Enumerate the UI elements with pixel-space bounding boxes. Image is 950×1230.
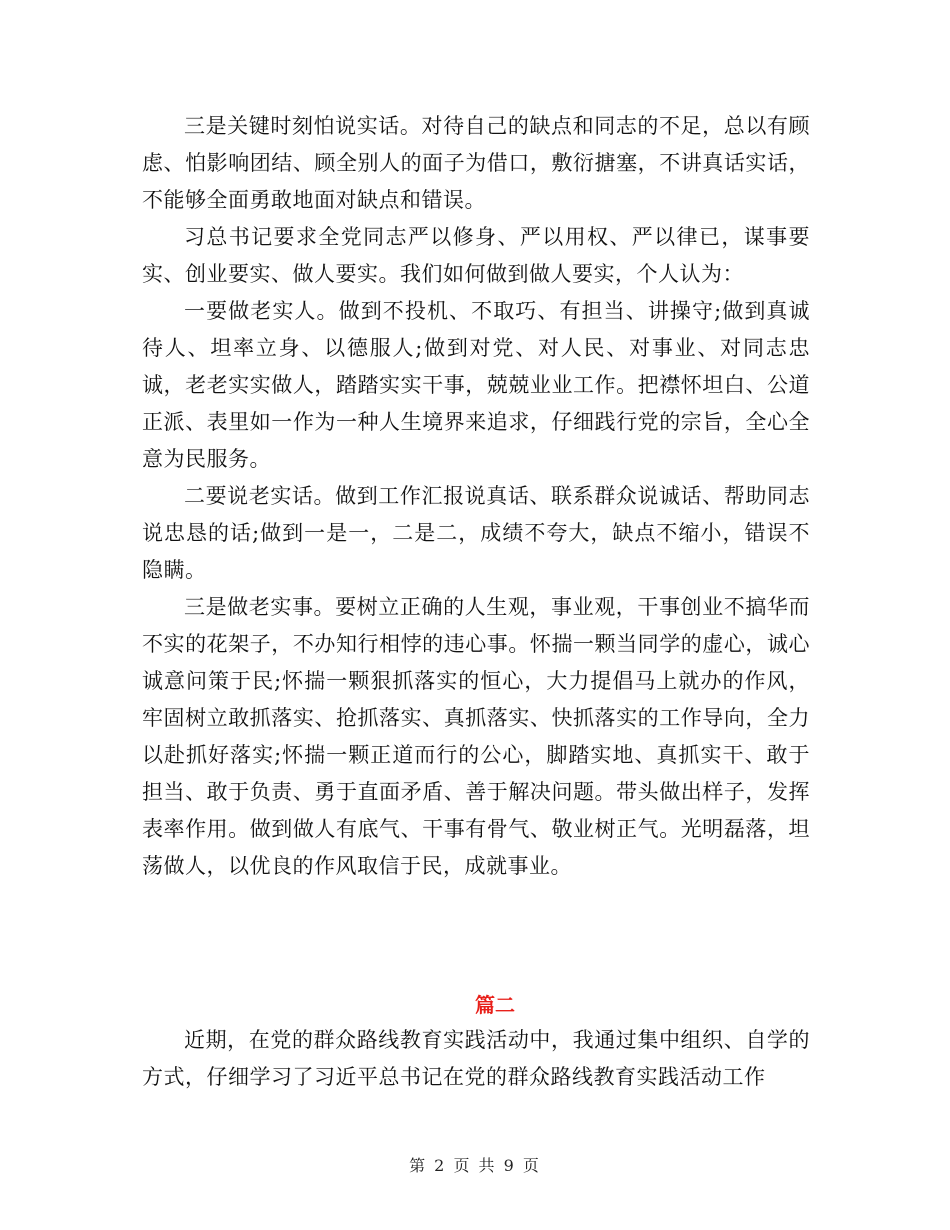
section-two-body: [142, 1022, 810, 1096]
section-two-paragraph: 近期，在党的群众路线教育实践活动中，我通过集中组织、自学的方式，仔细学习了习近平总书记在党的群众路线教育实践活动工作: [142, 1028, 810, 1089]
paragraph-3: 一要做老实人。做到不投机、不取巧、有担当、讲操守;做到真诚待人、坦率立身、以德服人;做到对党、对人民、对事业、对同志忠诚，老老实实做人，踏踏实实干事，兢兢业业工作。把襟怀坦白、公道正派、表里如一作为一种人生境界来追求，仔细践行党的宗旨，全心全意为民服务。: [142, 299, 810, 471]
paragraph-2: 习总书记要求全党同志严以修身、严以用权、严以律已，谋事要实、创业要实、做人要实。我们如何做到做人要实，个人认为：: [142, 225, 810, 286]
paragraph-4: 二要说老实话。做到工作汇报说真话、联系群众说诚话、帮助同志说忠恳的话;做到一是一，二是二，成绩不夸大，缺点不缩小，错误不隐瞒。: [142, 484, 810, 582]
paragraph-1: 三是关键时刻怕说实话。对待自己的缺点和同志的不足，总以有顾虑、怕影响团结、顾全别人的面子为借口，敷衍搪塞，不讲真话实话，不能够全面勇敢地面对缺点和错误。: [142, 114, 810, 212]
page-footer: 第 2 页 共 9 页: [409, 1156, 541, 1175]
paragraph-5: 三是做老实事。要树立正确的人生观，事业观，干事创业不搞华而不实的花架子，不办知行相悖的违心事。怀揣一颗当同学的虚心，诚心诚意问策于民;怀揣一颗狠抓落实的恒心，大力提倡马上就办的作风，牢固树立敢抓落实、抢抓落实、真抓落实、快抓落实的工作导向，全力以赴抓好落实;怀揣一颗正道而行的公心，脚踏实地、真抓实干、敢于担当、敢于负责、勇于直面矛盾、善于解决问题。带头做出样子，发挥表率作用。做到做人有底气、干事有骨气、敬业树正气。光明磊落，坦荡做人，以优良的作风取信于民，成就事业。: [142, 595, 810, 878]
section-title: 篇二: [475, 993, 515, 1017]
document-body: [142, 108, 810, 885]
